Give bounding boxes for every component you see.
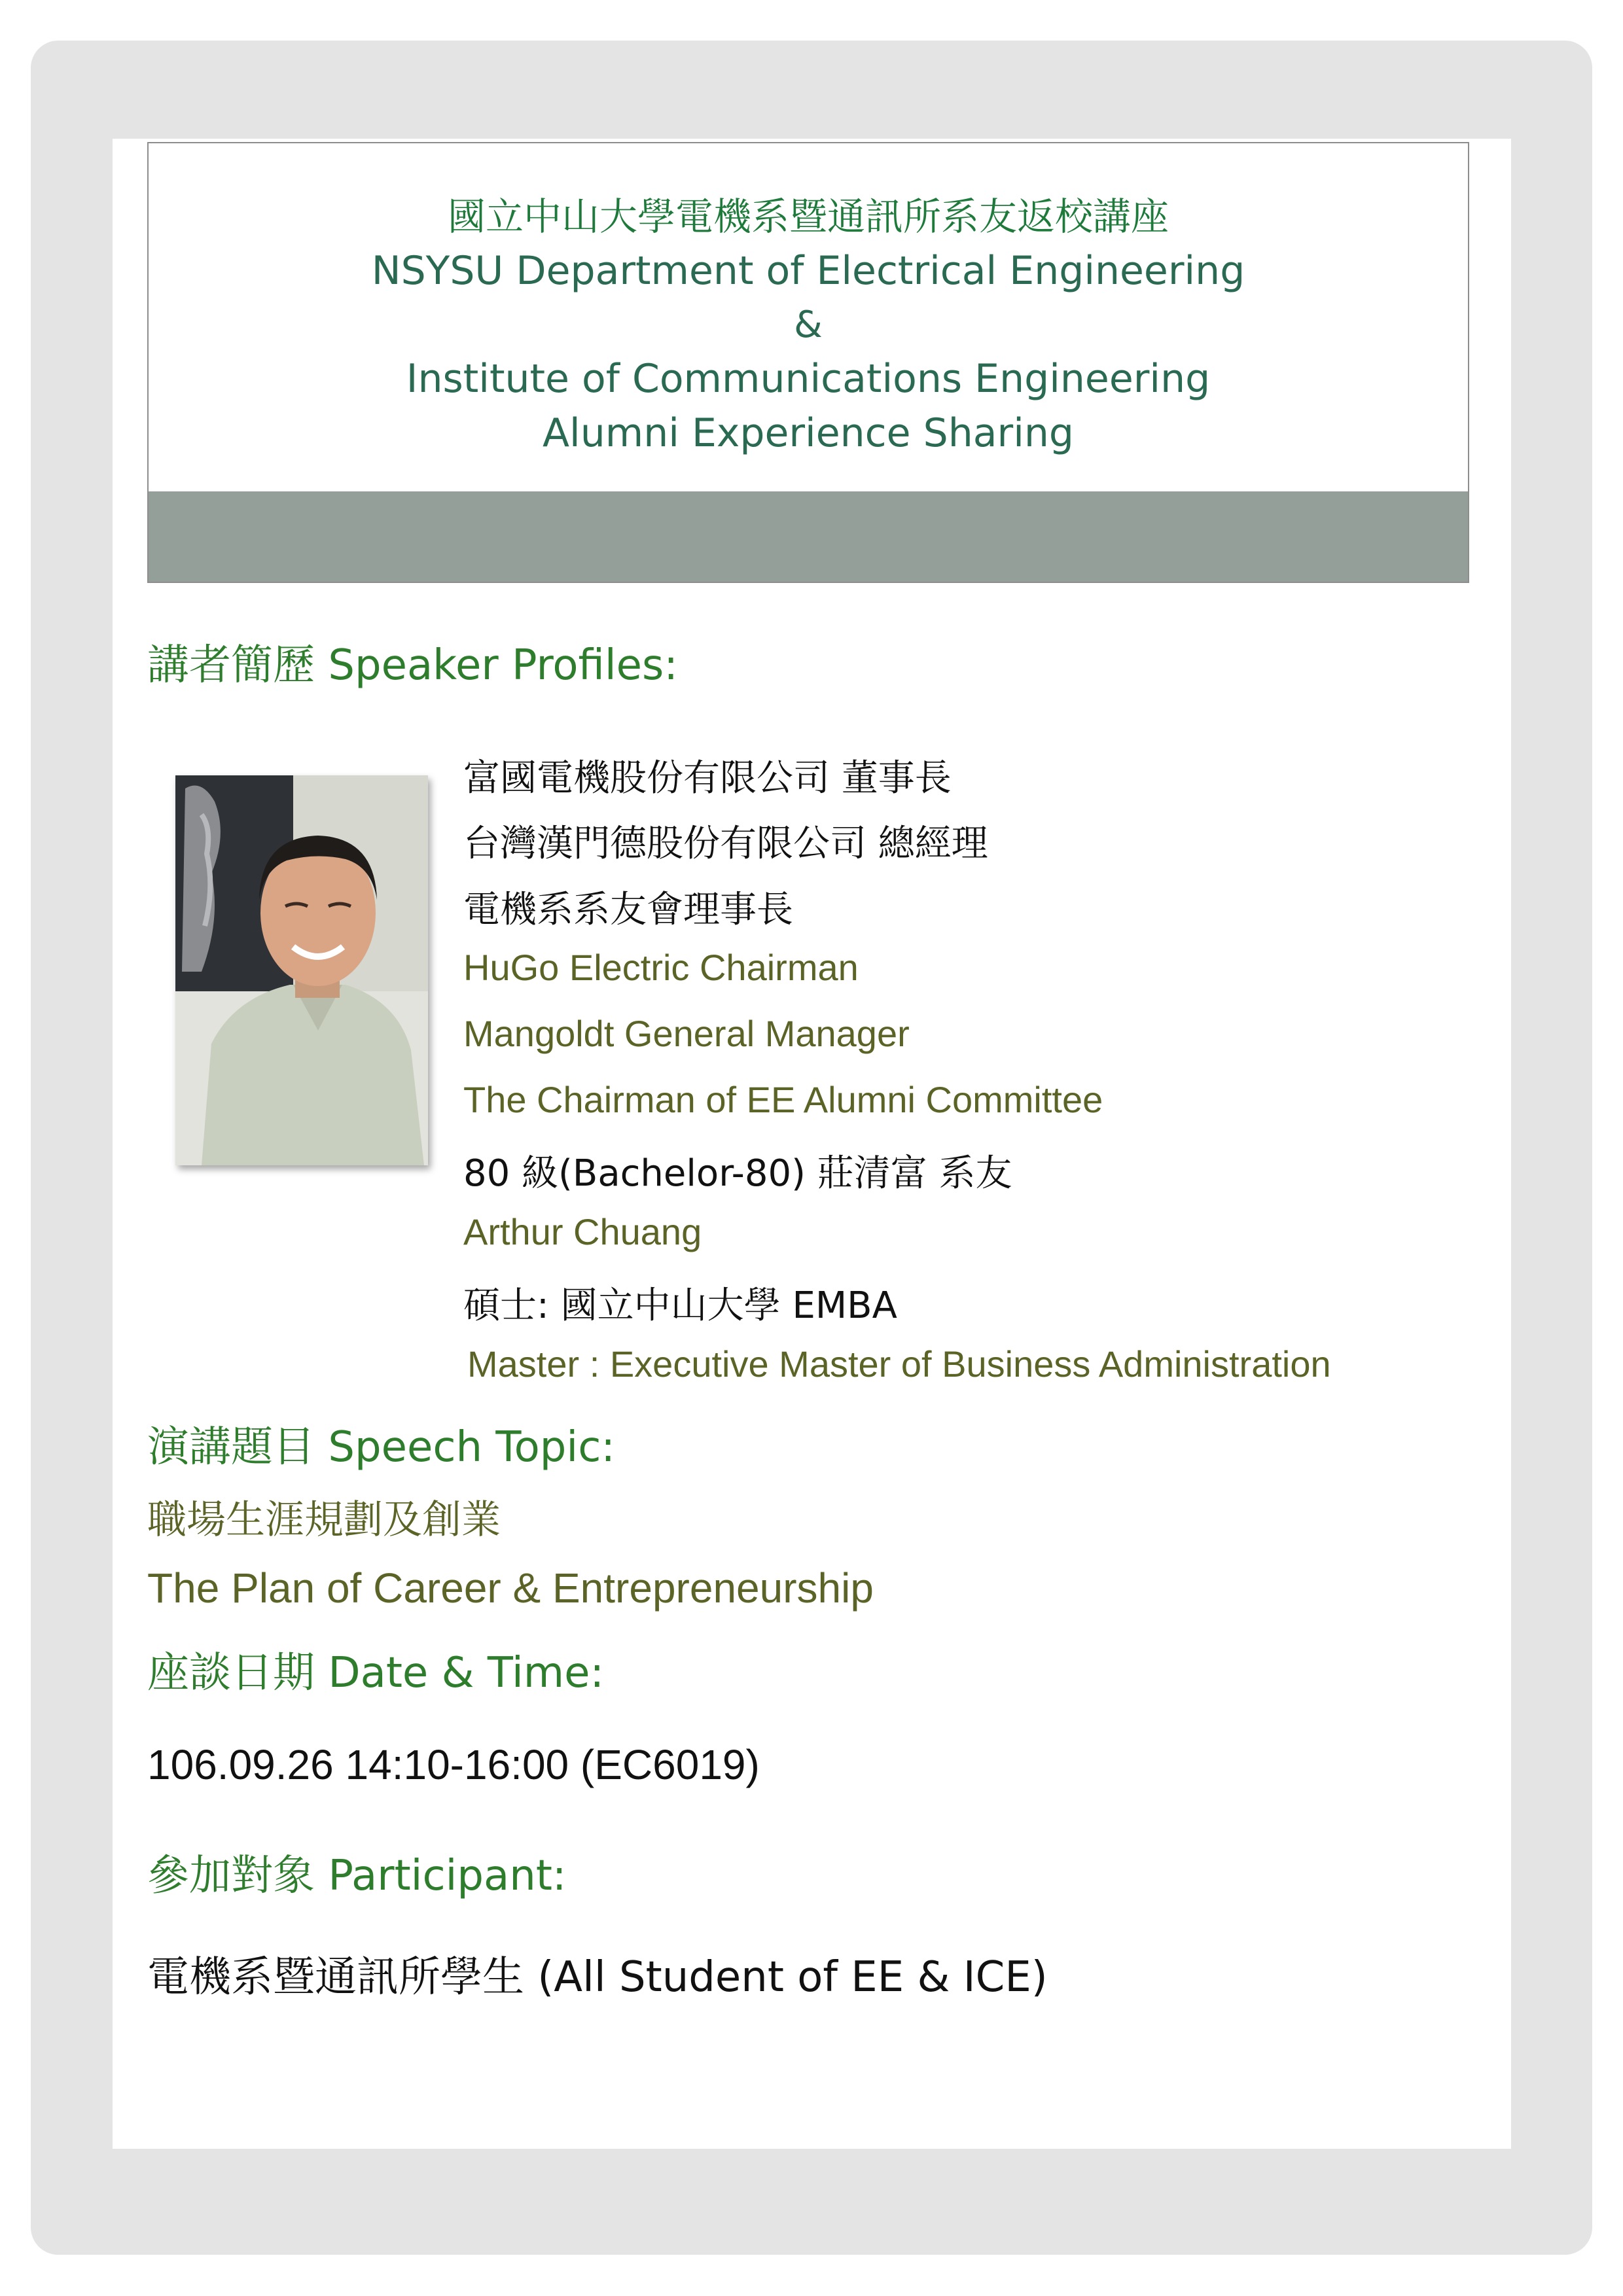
speaker-photo: [175, 775, 428, 1165]
speaker-profiles-heading: 講者簡歷 Speaker Profiles:: [147, 641, 678, 690]
participant-value: 電機系暨通訊所學生 (All Student of EE & ICE): [147, 1953, 1048, 2002]
profile-line-4: HuGo Electric Chairman: [463, 947, 859, 988]
profile-line-6: The Chairman of EE Alumni Committee: [463, 1079, 1103, 1120]
header-color-band: [149, 491, 1468, 582]
header-title-en-line3: Alumni Experience Sharing: [543, 410, 1074, 456]
speech-topic-heading: 演講題目 Speech Topic:: [147, 1423, 615, 1472]
speech-topic-en: The Plan of Career & Entrepreneurship: [147, 1564, 874, 1612]
profile-line-2: 台灣漢門德股份有限公司 總經理: [463, 822, 988, 865]
header-title-en-line2: Institute of Communications Engineering: [406, 356, 1211, 402]
speaker-portrait-image: [175, 775, 428, 1165]
profile-line-7: 80 級(Bachelor-80) 莊清富 系友: [463, 1152, 1012, 1195]
date-time-heading: 座談日期 Date & Time:: [147, 1649, 605, 1697]
profile-line-3: 電機系系友會理事長: [463, 889, 793, 931]
speech-topic-zh: 職場生涯規劃及創業: [147, 1497, 501, 1543]
profile-line-9: 碩士: 國立中山大學 EMBA: [463, 1284, 897, 1327]
profile-line-10: Master : Executive Master of Business Administration: [467, 1343, 1331, 1385]
profile-line-1: 富國電機股份有限公司 董事長: [463, 757, 952, 800]
participant-heading: 參加對象 Participant:: [147, 1852, 567, 1900]
profile-line-8: Arthur Chuang: [463, 1211, 702, 1252]
header-title-zh: 國立中山大學電機系暨通訊所系友返校講座: [447, 194, 1169, 239]
profile-line-5: Mangoldt General Manager: [463, 1013, 910, 1054]
header-title-ampersand: &: [794, 304, 823, 346]
date-time-value: 106.09.26 14:10-16:00 (EC6019): [147, 1741, 760, 1788]
header-title-en-line1: NSYSU Department of Electrical Engineering: [371, 248, 1245, 294]
header-banner: [147, 142, 1469, 583]
